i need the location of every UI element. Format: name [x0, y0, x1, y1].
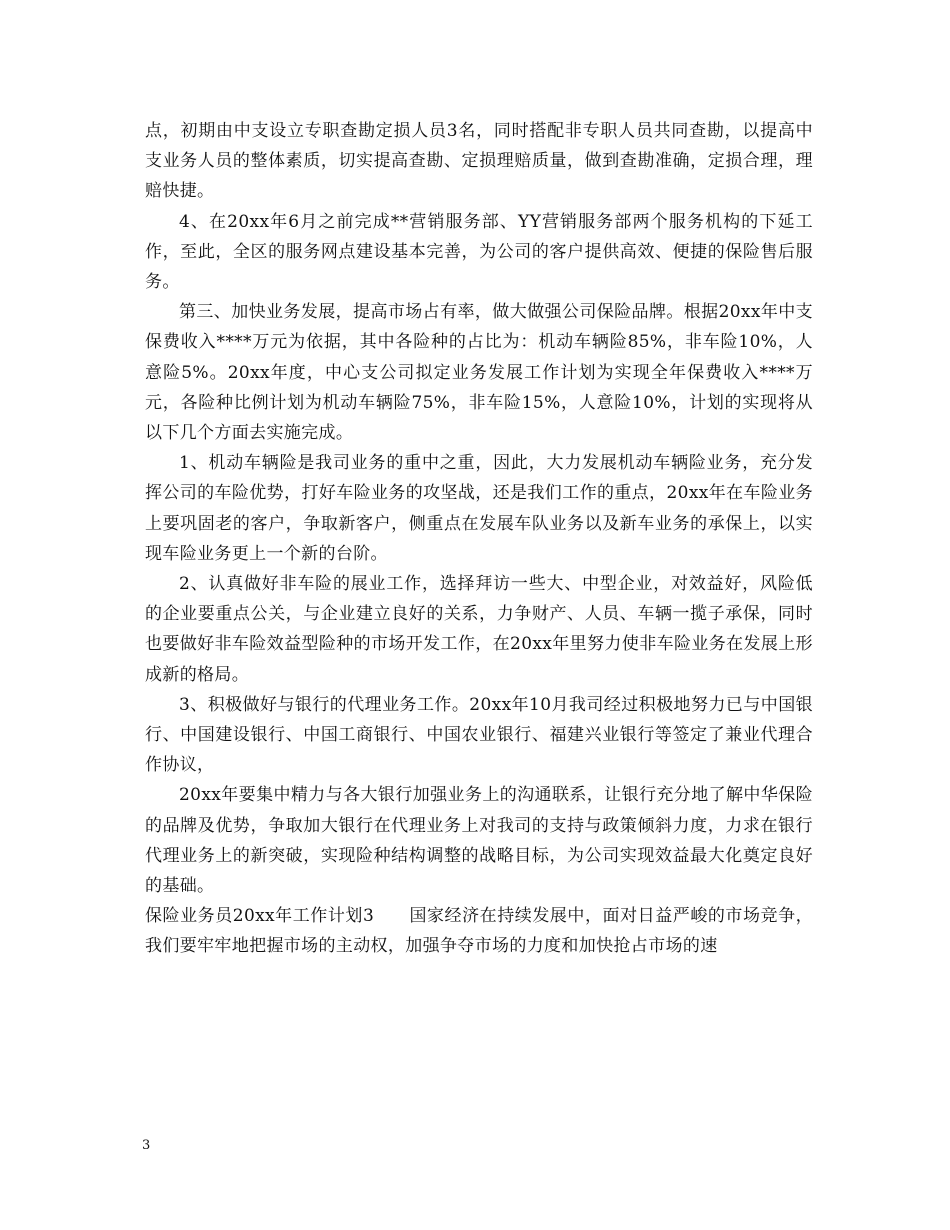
paragraph: 2、认真做好非车险的展业工作，选择拜访一些大、中型企业，对效益好，风险低的企业要重点公关，与企业建立良好的关系，力争财产、人员、车辆一揽子承保，同时也要做好非车险效益型险种的市场开发工作，在20xx年里努力使非车险业务在发展上形成新的格局。 [145, 574, 813, 685]
page-number: 3 [142, 1138, 151, 1153]
paragraph: 1、机动车辆险是我司业务的重中之重，因此，大力发展机动车辆险业务，充分发挥公司的车险优势，打好车险业务的攻坚战，还是我们工作的重点，20xx年在车险业务上要巩固老的客户，争取新客户，侧重点在发展车队业务以及新车业务的承保上，以实现车险业务更上一个新的台阶。 [145, 453, 813, 564]
document-body [145, 116, 813, 962]
paragraph: 4、在20xx年6月之前完成**营销服务部、YY营销服务部两个服务机构的下延工作，至此，全区的服务网点建设基本完善，为公司的客户提供高效、便捷的保险售后服务。 [145, 211, 813, 293]
paragraph: 第三、加快业务发展，提高市场占有率，做大做强公司保险品牌。根据20xx年中支保费收入****万元为依据，其中各险种的占比为：机动车辆险85%，非车险10%，人意险5%。20xx年度，中心支公司拟定业务发展工作计划为实现全年保费收入****万元，各险种比例计划为机动车辆险75%，非车险15%，人意险10%，计划的实现将从以下几个方面去实施完成。 [145, 302, 813, 444]
paragraph: 20xx年要集中精力与各大银行加强业务上的沟通联系，让银行充分地了解中华保险的品牌及优势，争取加大银行在代理业务上对我司的支持与政策倾斜力度，力求在银行代理业务上的新突破，实现险种结构调整的战略目标，为公司实现效益最大化奠定良好的基础。 [145, 785, 813, 897]
paragraph: 3、积极做好与银行的代理业务工作。20xx年10月我司经过积极地努力已与中国银行、中国建设银行、中国工商银行、中国农业银行、福建兴业银行等签定了兼业代理合作协议， [145, 694, 813, 776]
paragraph: 保险业务员20xx年工作计划3 国家经济在持续发展中，面对日益严峻的市场竞争，我们要牢牢地把握市场的主动权，加强争夺市场的力度和加快抢占市场的速 [145, 906, 813, 957]
paragraph: 点，初期由中支设立专职查勘定损人员3名，同时搭配非专职人员共同查勘，以提高中支业务人员的整体素质，切实提高查勘、定损理赔质量，做到查勘准确，定损合理，理赔快捷。 [145, 121, 813, 202]
